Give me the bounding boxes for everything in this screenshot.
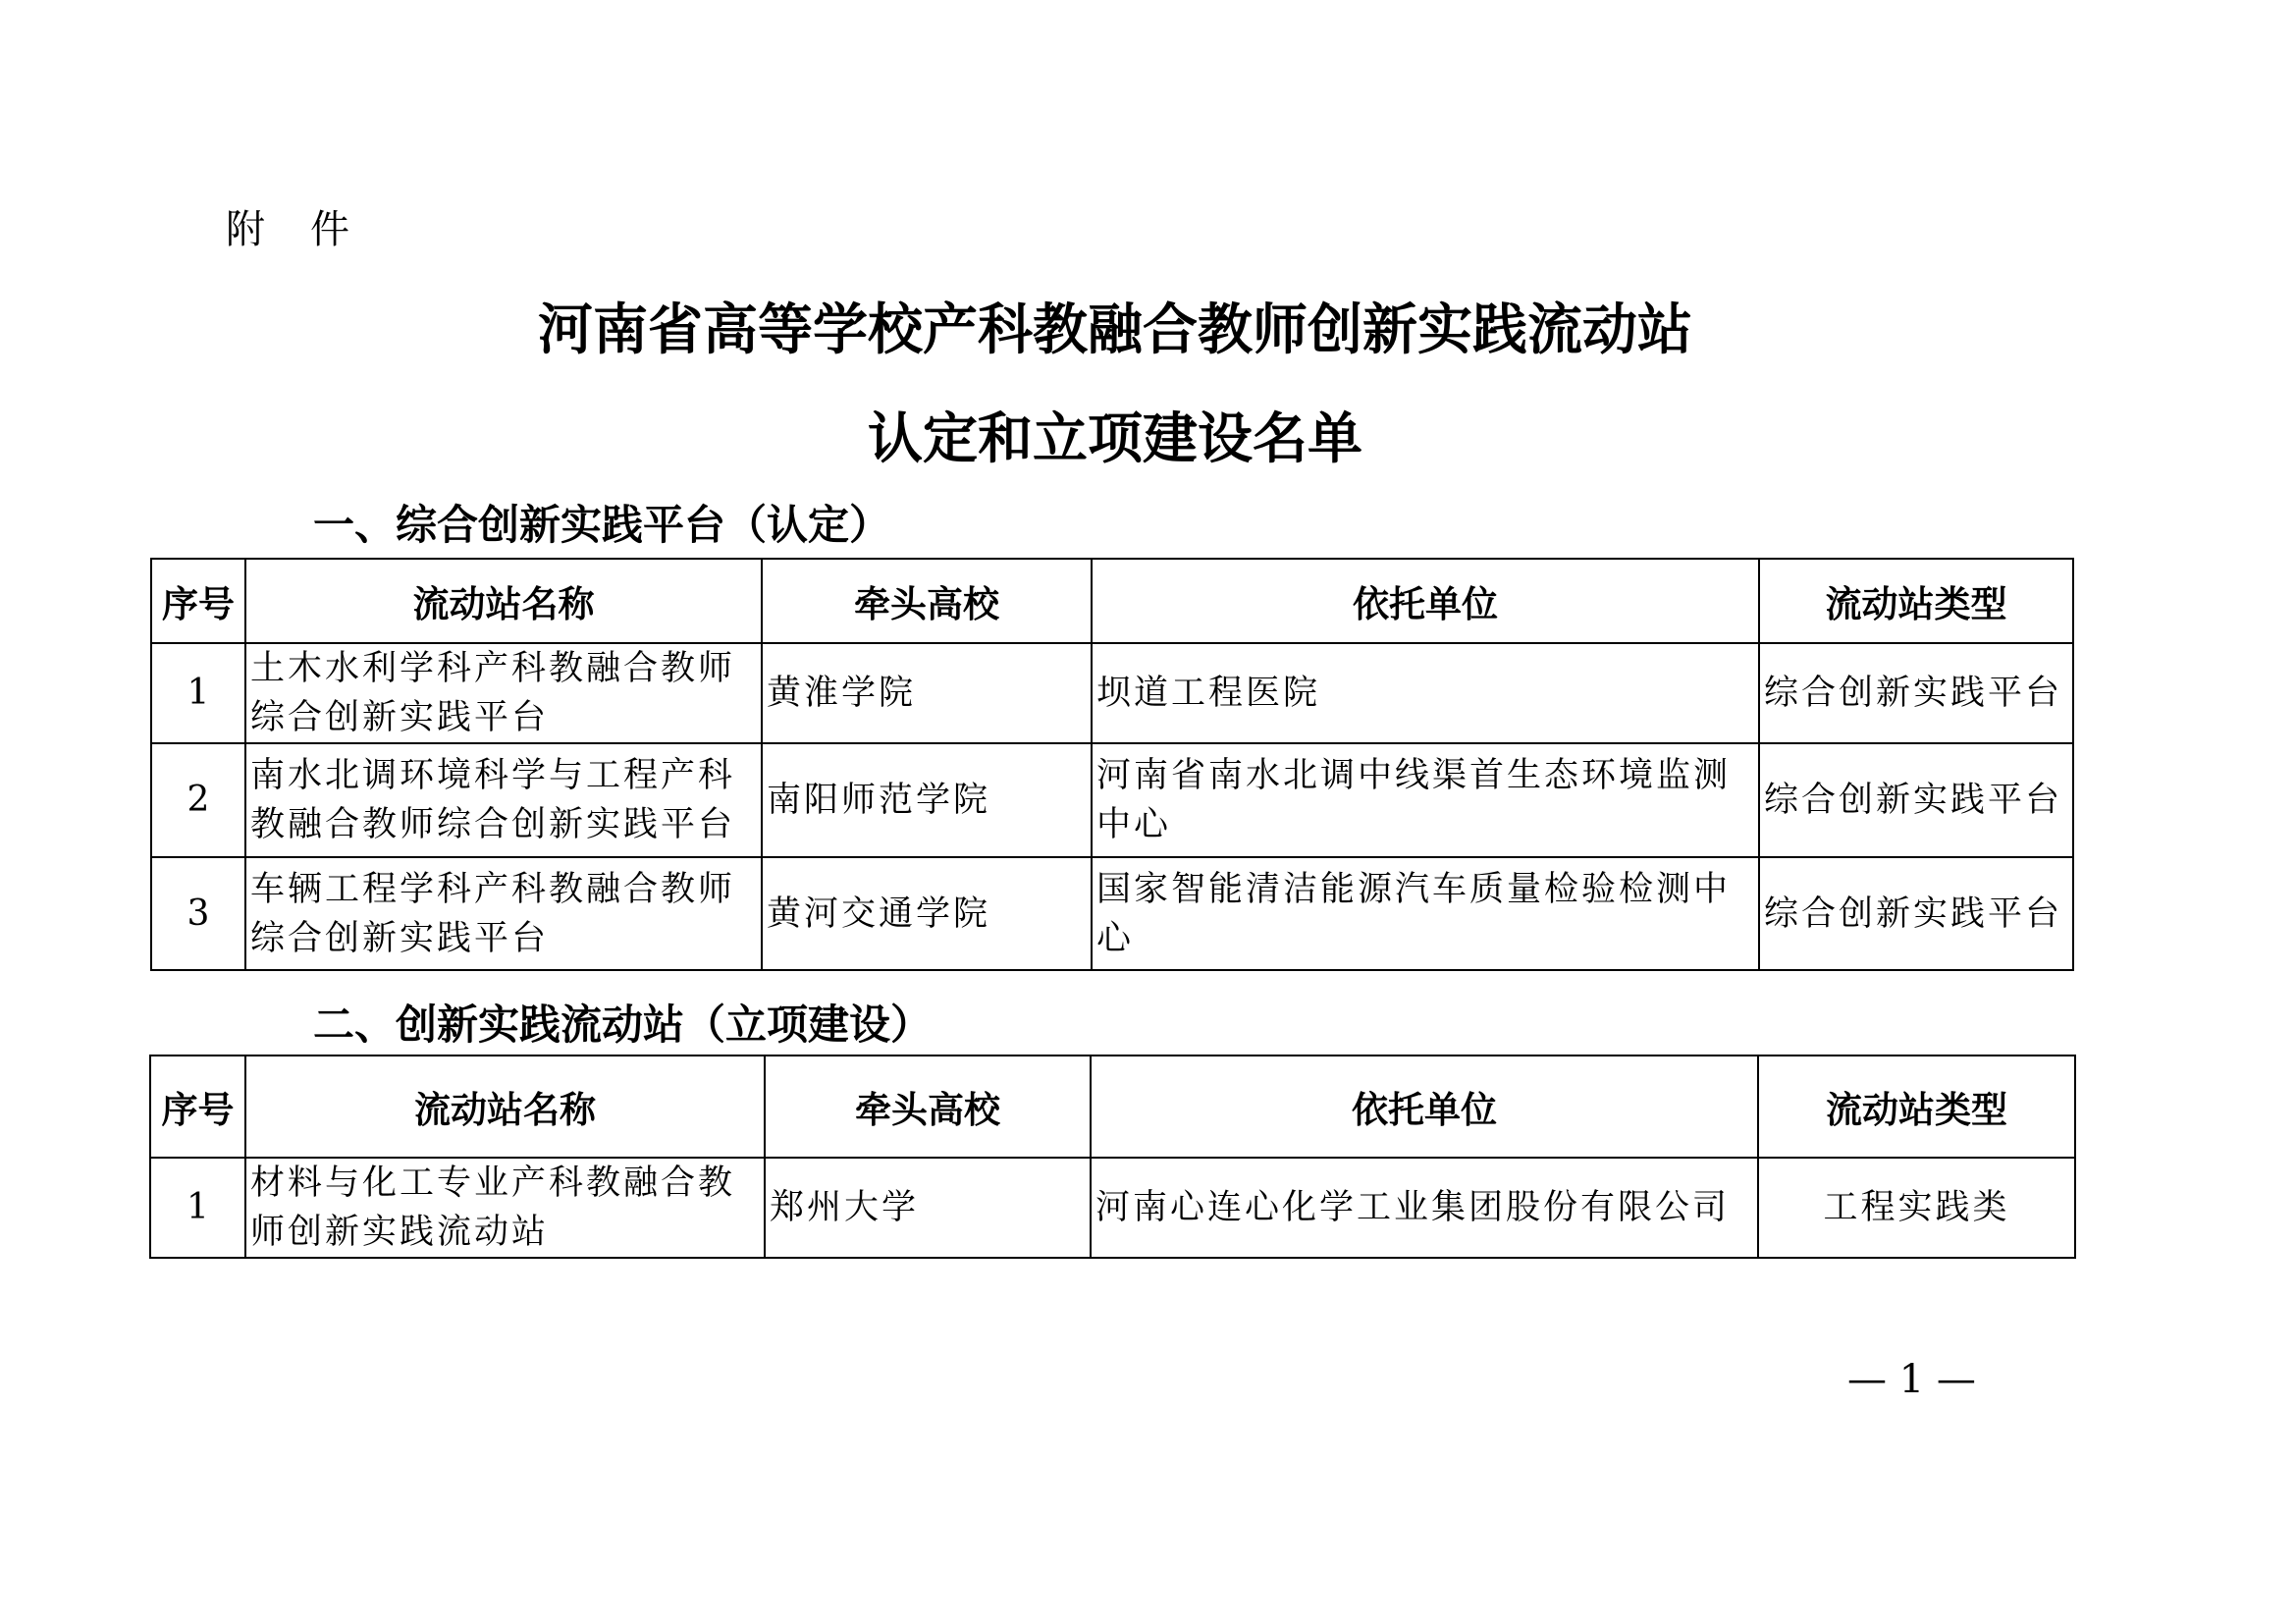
cell-unit: 河南心连心化学工业集团股份有限公司 — [1091, 1158, 1758, 1258]
column-header-university: 牵头高校 — [765, 1056, 1091, 1158]
table-row — [151, 743, 2073, 857]
column-header-name: 流动站名称 — [245, 559, 762, 643]
cell-name: 南水北调环境科学与工程产科教融合教师综合创新实践平台 — [245, 743, 762, 857]
table-header-row — [150, 1056, 2075, 1158]
table-row — [151, 643, 2073, 743]
column-header-type: 流动站类型 — [1758, 1056, 2075, 1158]
cell-university: 南阳师范学院 — [762, 743, 1092, 857]
document-title-line-1: 河南省高等学校产科教融合教师创新实践流动站 — [538, 298, 1692, 362]
cell-university: 黄淮学院 — [762, 643, 1092, 743]
table-row — [150, 1158, 2075, 1258]
cell-type: 综合创新实践平台 — [1759, 643, 2073, 743]
cell-no: 1 — [150, 1158, 245, 1258]
attachment-char-1: 附 — [226, 207, 265, 252]
cell-university: 黄河交通学院 — [762, 857, 1092, 970]
page-number: — 1 — — [1847, 1357, 1976, 1402]
cell-name: 车辆工程学科产科教融合教师综合创新实践平台 — [245, 857, 762, 970]
cell-type: 综合创新实践平台 — [1759, 743, 2073, 857]
cell-type: 工程实践类 — [1758, 1158, 2075, 1258]
table-header-row — [151, 559, 2073, 643]
column-header-name: 流动站名称 — [245, 1056, 765, 1158]
section-heading-1: 一、综合创新实践平台（认定） — [313, 501, 891, 549]
section-heading-2: 二、创新实践流动站（立项建设） — [313, 1001, 933, 1049]
cell-type: 综合创新实践平台 — [1759, 857, 2073, 970]
table-comprehensive-platforms — [150, 558, 2074, 971]
table-row — [151, 857, 2073, 970]
column-header-unit: 依托单位 — [1091, 1056, 1758, 1158]
table-practice-stations — [149, 1055, 2076, 1259]
cell-no: 1 — [151, 643, 245, 743]
attachment-char-2: 件 — [310, 207, 349, 252]
column-header-no: 序号 — [150, 1056, 245, 1158]
cell-unit: 坝道工程医院 — [1092, 643, 1759, 743]
cell-no: 3 — [151, 857, 245, 970]
cell-name: 土木水利学科产科教融合教师综合创新实践平台 — [245, 643, 762, 743]
cell-no: 2 — [151, 743, 245, 857]
cell-name: 材料与化工专业产科教融合教师创新实践流动站 — [245, 1158, 765, 1258]
cell-unit: 河南省南水北调中线渠首生态环境监测中心 — [1092, 743, 1759, 857]
column-header-no: 序号 — [151, 559, 245, 643]
column-header-university: 牵头高校 — [762, 559, 1092, 643]
column-header-type: 流动站类型 — [1759, 559, 2073, 643]
cell-unit: 国家智能清洁能源汽车质量检验检测中心 — [1092, 857, 1759, 970]
document-title-line-2: 认定和立项建设名单 — [868, 407, 1362, 471]
column-header-unit: 依托单位 — [1092, 559, 1759, 643]
attachment-label — [226, 198, 349, 254]
cell-university: 郑州大学 — [765, 1158, 1091, 1258]
